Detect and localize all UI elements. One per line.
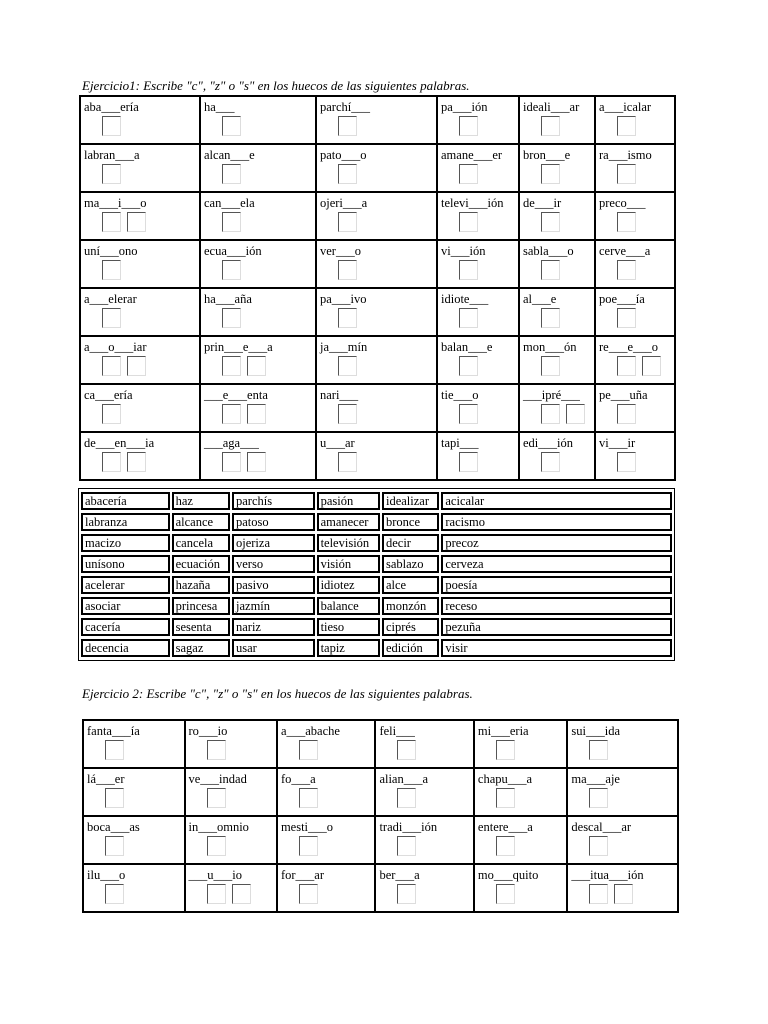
answer-word: cancela xyxy=(172,534,230,552)
word-cell xyxy=(80,336,200,384)
word-cell xyxy=(83,768,185,816)
answer-input-box[interactable] xyxy=(459,404,478,424)
word-cell xyxy=(437,384,519,432)
word-cell xyxy=(519,96,595,144)
word-with-gaps: fo___a xyxy=(280,772,316,786)
answer-input-box[interactable] xyxy=(127,212,146,232)
word-cell xyxy=(316,432,437,480)
word-cell xyxy=(519,288,595,336)
word-cell xyxy=(595,96,675,144)
answer-input-box[interactable] xyxy=(127,452,146,472)
answer-input-box[interactable] xyxy=(496,884,515,904)
word-cell xyxy=(316,240,437,288)
word-with-gaps: a___abache xyxy=(280,724,340,738)
word-cell xyxy=(316,144,437,192)
answer-input-box[interactable] xyxy=(397,884,416,904)
word-with-gaps: de___en___ia xyxy=(84,436,155,450)
answer-input-box[interactable] xyxy=(338,260,357,280)
word-cell xyxy=(80,192,200,240)
answer-input-box[interactable] xyxy=(247,356,266,376)
word-with-gaps: pa___ivo xyxy=(320,292,367,306)
word-with-gaps: ma___i___o xyxy=(84,196,147,210)
word-cell xyxy=(595,240,675,288)
answer-word: asociar xyxy=(81,597,170,615)
answer-input-box[interactable] xyxy=(102,308,121,328)
answer-input-box[interactable] xyxy=(589,740,608,760)
answer-input-box[interactable] xyxy=(222,356,241,376)
answer-input-box[interactable] xyxy=(589,884,608,904)
word-with-gaps: pato___o xyxy=(320,148,367,162)
answer-word: pasivo xyxy=(232,576,315,594)
answer-input-box[interactable] xyxy=(397,836,416,856)
answer-input-box[interactable] xyxy=(617,116,636,136)
word-cell xyxy=(185,864,277,912)
word-cell xyxy=(200,336,316,384)
answer-word: amanecer xyxy=(317,513,380,531)
word-cell xyxy=(519,192,595,240)
word-cell xyxy=(316,384,437,432)
word-cell xyxy=(316,336,437,384)
answer-input-box[interactable] xyxy=(299,884,318,904)
answer-input-box[interactable] xyxy=(338,356,357,376)
word-with-gaps: for___ar xyxy=(280,868,324,882)
word-with-gaps: tapi___ xyxy=(441,436,479,450)
answer-input-box[interactable] xyxy=(232,884,251,904)
word-with-gaps: amane___er xyxy=(441,148,503,162)
word-with-gaps: cerve___a xyxy=(599,244,651,258)
word-cell xyxy=(519,240,595,288)
word-cell xyxy=(277,768,375,816)
answer-word: ciprés xyxy=(382,618,439,636)
word-with-gaps: mon___ón xyxy=(523,340,577,354)
answer-word: decir xyxy=(382,534,439,552)
word-cell xyxy=(375,864,473,912)
word-cell xyxy=(474,768,567,816)
word-with-gaps: ra___ismo xyxy=(599,148,652,162)
word-cell xyxy=(200,192,316,240)
answer-word: visión xyxy=(317,555,380,573)
word-with-gaps: ro___io xyxy=(188,724,228,738)
answer-input-box[interactable] xyxy=(102,452,121,472)
word-with-gaps: bron___e xyxy=(523,148,571,162)
answer-input-box[interactable] xyxy=(102,260,121,280)
answer-word: macizo xyxy=(81,534,170,552)
word-with-gaps: ca___ería xyxy=(84,388,133,402)
answer-word: sagaz xyxy=(172,639,230,657)
answer-row xyxy=(81,597,672,615)
answer-input-box[interactable] xyxy=(102,212,121,232)
answer-input-box[interactable] xyxy=(207,836,226,856)
answer-input-box[interactable] xyxy=(222,308,241,328)
answer-input-box[interactable] xyxy=(102,164,121,184)
word-with-gaps: ___u___io xyxy=(188,868,242,882)
answer-input-box[interactable] xyxy=(459,116,478,136)
answer-word: cerveza xyxy=(441,555,672,573)
word-cell xyxy=(200,288,316,336)
word-cell xyxy=(567,768,678,816)
answer-word: alce xyxy=(382,576,439,594)
word-cell xyxy=(595,432,675,480)
grid-row xyxy=(80,240,675,288)
answer-word: jazmín xyxy=(232,597,315,615)
answer-row xyxy=(81,618,672,636)
word-cell xyxy=(437,96,519,144)
word-cell xyxy=(80,288,200,336)
answer-word: verso xyxy=(232,555,315,573)
word-cell xyxy=(277,720,375,768)
answer-input-box[interactable] xyxy=(207,788,226,808)
word-with-gaps: ___aga___ xyxy=(204,436,259,450)
grid-row xyxy=(80,432,675,480)
word-cell xyxy=(277,864,375,912)
answer-word: alcance xyxy=(172,513,230,531)
word-cell xyxy=(375,816,473,864)
answer-word: haz xyxy=(172,492,230,510)
answer-input-box[interactable] xyxy=(338,212,357,232)
answer-row xyxy=(81,576,672,594)
word-cell xyxy=(474,816,567,864)
word-cell xyxy=(567,720,678,768)
word-with-gaps: feli___ xyxy=(379,724,415,738)
answer-row xyxy=(81,534,672,552)
answer-input-box[interactable] xyxy=(459,308,478,328)
answer-word: edición xyxy=(382,639,439,657)
word-cell xyxy=(437,432,519,480)
word-with-gaps: ilu___o xyxy=(87,868,126,882)
answer-input-box[interactable] xyxy=(397,740,416,760)
answer-input-box[interactable] xyxy=(589,788,608,808)
answer-word: unísono xyxy=(81,555,170,573)
answer-word: cacería xyxy=(81,618,170,636)
answer-word: hazaña xyxy=(172,576,230,594)
answer-input-box[interactable] xyxy=(105,788,124,808)
word-cell xyxy=(200,144,316,192)
word-cell xyxy=(277,816,375,864)
word-cell xyxy=(200,384,316,432)
answer-word: patoso xyxy=(232,513,315,531)
answer-row xyxy=(81,492,672,510)
answer-input-box[interactable] xyxy=(614,884,633,904)
answer-input-box[interactable] xyxy=(102,404,121,424)
answer-input-box[interactable] xyxy=(496,740,515,760)
word-with-gaps: preco___ xyxy=(599,196,646,210)
answer-input-box[interactable] xyxy=(617,164,636,184)
answer-input-box[interactable] xyxy=(102,356,121,376)
answer-input-box[interactable] xyxy=(222,212,241,232)
answer-word: pasión xyxy=(317,492,380,510)
word-cell xyxy=(83,720,185,768)
word-with-gaps: ___ipré___ xyxy=(523,388,580,402)
answer-input-box[interactable] xyxy=(222,452,241,472)
word-with-gaps: pa___ión xyxy=(441,100,488,114)
answer-input-box[interactable] xyxy=(127,356,146,376)
word-with-gaps: vi___ión xyxy=(441,244,486,258)
word-cell xyxy=(80,384,200,432)
answer-input-box[interactable] xyxy=(541,260,560,280)
answer-word: abacería xyxy=(81,492,170,510)
answer-input-box[interactable] xyxy=(222,260,241,280)
word-with-gaps: balan___e xyxy=(441,340,493,354)
grid-row xyxy=(80,96,675,144)
word-cell xyxy=(316,192,437,240)
answer-input-box[interactable] xyxy=(642,356,661,376)
word-cell xyxy=(437,192,519,240)
word-cell xyxy=(375,720,473,768)
answer-input-box[interactable] xyxy=(207,884,226,904)
answer-word: acicalar xyxy=(441,492,672,510)
answer-word: visir xyxy=(441,639,672,657)
answer-input-box[interactable] xyxy=(338,452,357,472)
answer-input-box[interactable] xyxy=(338,404,357,424)
word-with-gaps: ja___mín xyxy=(320,340,368,354)
word-with-gaps: idiote___ xyxy=(441,292,489,306)
answer-input-box[interactable] xyxy=(247,404,266,424)
answer-input-box[interactable] xyxy=(459,356,478,376)
word-with-gaps: ojeri___a xyxy=(320,196,368,210)
word-cell xyxy=(80,240,200,288)
answer-input-box[interactable] xyxy=(222,164,241,184)
answer-input-box[interactable] xyxy=(102,116,121,136)
answer-word: idealizar xyxy=(382,492,439,510)
exercise1-heading: Ejercicio1: Escribe "c", "z" o "s" en los huecos de las siguientes palabras. xyxy=(82,78,470,93)
word-with-gaps: parchí___ xyxy=(320,100,370,114)
word-cell xyxy=(567,864,678,912)
grid-row xyxy=(83,768,678,816)
answer-word: usar xyxy=(232,639,315,657)
answer-input-box[interactable] xyxy=(338,116,357,136)
word-cell xyxy=(595,288,675,336)
answer-word: receso xyxy=(441,597,672,615)
word-with-gaps: ber___a xyxy=(379,868,420,882)
word-cell xyxy=(200,96,316,144)
answer-input-box[interactable] xyxy=(541,356,560,376)
word-cell xyxy=(437,336,519,384)
answer-word: princesa xyxy=(172,597,230,615)
word-cell xyxy=(595,384,675,432)
answer-input-box[interactable] xyxy=(207,740,226,760)
grid-row xyxy=(80,192,675,240)
word-with-gaps: televi___ión xyxy=(441,196,504,210)
answer-word: parchís xyxy=(232,492,315,510)
grid-row xyxy=(83,720,678,768)
word-with-gaps: prin___e___a xyxy=(204,340,273,354)
answer-input-box[interactable] xyxy=(222,116,241,136)
word-cell xyxy=(519,432,595,480)
answer-word: idiotez xyxy=(317,576,380,594)
word-with-gaps: entere___a xyxy=(477,820,533,834)
word-with-gaps: mo___quito xyxy=(477,868,539,882)
exercise2-heading: Ejercicio 2: Escribe "c", "z" o "s" en los huecos de las siguientes palabras. xyxy=(82,686,473,701)
answer-input-box[interactable] xyxy=(541,404,560,424)
answer-input-box[interactable] xyxy=(299,788,318,808)
answer-row xyxy=(81,555,672,573)
exercise2-grid xyxy=(82,719,679,913)
answer-word: ojeriza xyxy=(232,534,315,552)
word-with-gaps: tie___o xyxy=(441,388,479,402)
answer-word: poesía xyxy=(441,576,672,594)
word-cell xyxy=(80,96,200,144)
answer-input-box[interactable] xyxy=(496,788,515,808)
answer-input-box[interactable] xyxy=(541,308,560,328)
answer-word: nariz xyxy=(232,618,315,636)
word-with-gaps: descal___ar xyxy=(571,820,632,834)
answer-input-box[interactable] xyxy=(617,452,636,472)
word-with-gaps: aba___ería xyxy=(84,100,139,114)
grid-row xyxy=(83,816,678,864)
word-cell xyxy=(437,288,519,336)
word-with-gaps: labran___a xyxy=(84,148,140,162)
word-with-gaps: pe___uña xyxy=(599,388,648,402)
answer-input-box[interactable] xyxy=(566,404,585,424)
word-cell xyxy=(437,144,519,192)
word-with-gaps: a___o___iar xyxy=(84,340,147,354)
word-cell xyxy=(595,192,675,240)
word-cell xyxy=(595,144,675,192)
word-cell xyxy=(80,432,200,480)
answer-input-box[interactable] xyxy=(338,164,357,184)
word-with-gaps: mesti___o xyxy=(280,820,334,834)
answer-input-box[interactable] xyxy=(541,452,560,472)
answer-input-box[interactable] xyxy=(617,404,636,424)
word-cell xyxy=(185,768,277,816)
word-with-gaps: alcan___e xyxy=(204,148,255,162)
word-cell xyxy=(474,864,567,912)
word-with-gaps: ve___indad xyxy=(188,772,247,786)
word-with-gaps: ma___aje xyxy=(571,772,620,786)
word-with-gaps: fanta___ía xyxy=(87,724,140,738)
answer-input-box[interactable] xyxy=(589,836,608,856)
answer-input-box[interactable] xyxy=(541,116,560,136)
word-with-gaps: ha___ xyxy=(204,100,235,114)
word-cell xyxy=(83,864,185,912)
grid-row xyxy=(80,384,675,432)
word-with-gaps: chapu___a xyxy=(477,772,533,786)
answer-input-box[interactable] xyxy=(105,884,124,904)
word-cell xyxy=(519,336,595,384)
answer-word: labranza xyxy=(81,513,170,531)
answer-input-box[interactable] xyxy=(397,788,416,808)
answer-input-box[interactable] xyxy=(299,836,318,856)
exercise1-grid xyxy=(79,95,676,481)
word-with-gaps: nari___ xyxy=(320,388,359,402)
word-cell xyxy=(567,816,678,864)
word-cell xyxy=(200,240,316,288)
word-cell xyxy=(83,816,185,864)
answer-word: tapiz xyxy=(317,639,380,657)
exercise1-answer-key xyxy=(78,488,675,661)
word-with-gaps: al___e xyxy=(523,292,557,306)
word-with-gaps: ha___aña xyxy=(204,292,252,306)
word-with-gaps: de___ir xyxy=(523,196,562,210)
answer-input-box[interactable] xyxy=(459,452,478,472)
word-with-gaps: alian___a xyxy=(379,772,429,786)
word-with-gaps: ___itua___ión xyxy=(571,868,644,882)
word-cell xyxy=(316,96,437,144)
word-with-gaps: u___ar xyxy=(320,436,355,450)
answer-word: sablazo xyxy=(382,555,439,573)
word-cell xyxy=(185,720,277,768)
answer-word: decencia xyxy=(81,639,170,657)
answer-word: racismo xyxy=(441,513,672,531)
answer-input-box[interactable] xyxy=(459,164,478,184)
grid-row xyxy=(80,336,675,384)
word-cell xyxy=(519,144,595,192)
word-cell xyxy=(474,720,567,768)
answer-input-box[interactable] xyxy=(222,404,241,424)
word-cell xyxy=(595,336,675,384)
word-cell xyxy=(80,144,200,192)
answer-row xyxy=(81,639,672,657)
word-cell xyxy=(316,288,437,336)
answer-input-box[interactable] xyxy=(459,260,478,280)
word-with-gaps: boca___as xyxy=(87,820,140,834)
word-cell xyxy=(519,384,595,432)
grid-row xyxy=(83,864,678,912)
word-cell xyxy=(200,432,316,480)
answer-word: tieso xyxy=(317,618,380,636)
word-with-gaps: in___omnio xyxy=(188,820,249,834)
answer-input-box[interactable] xyxy=(105,836,124,856)
word-with-gaps: mi___eria xyxy=(477,724,529,738)
answer-input-box[interactable] xyxy=(338,308,357,328)
answer-word: bronce xyxy=(382,513,439,531)
word-with-gaps: uní___ono xyxy=(84,244,138,258)
answer-input-box[interactable] xyxy=(496,836,515,856)
grid-row xyxy=(80,288,675,336)
word-with-gaps: re___e___o xyxy=(599,340,659,354)
answer-word: ecuación xyxy=(172,555,230,573)
grid-row xyxy=(80,144,675,192)
answer-word: pezuña xyxy=(441,618,672,636)
word-with-gaps: ecua___ión xyxy=(204,244,262,258)
answer-row xyxy=(81,513,672,531)
answer-input-box[interactable] xyxy=(541,212,560,232)
word-cell xyxy=(375,768,473,816)
word-with-gaps: lá___er xyxy=(87,772,125,786)
word-with-gaps: vi___ir xyxy=(599,436,636,450)
answer-word: sesenta xyxy=(172,618,230,636)
answer-word: televisión xyxy=(317,534,380,552)
word-with-gaps: a___icalar xyxy=(599,100,652,114)
answer-input-box[interactable] xyxy=(617,212,636,232)
answer-input-box[interactable] xyxy=(541,164,560,184)
word-cell xyxy=(185,816,277,864)
answer-input-box[interactable] xyxy=(617,308,636,328)
word-with-gaps: a___elerar xyxy=(84,292,137,306)
answer-input-box[interactable] xyxy=(105,740,124,760)
word-with-gaps: sui___ida xyxy=(571,724,620,738)
answer-word: balance xyxy=(317,597,380,615)
answer-input-box[interactable] xyxy=(617,356,636,376)
answer-input-box[interactable] xyxy=(299,740,318,760)
word-with-gaps: edi___ión xyxy=(523,436,573,450)
word-with-gaps: ver___o xyxy=(320,244,361,258)
word-with-gaps: poe___ía xyxy=(599,292,645,306)
word-with-gaps: ___e___enta xyxy=(204,388,268,402)
word-with-gaps: sabla___o xyxy=(523,244,574,258)
word-with-gaps: can___ela xyxy=(204,196,255,210)
answer-input-box[interactable] xyxy=(617,260,636,280)
word-cell xyxy=(437,240,519,288)
answer-word: acelerar xyxy=(81,576,170,594)
answer-input-box[interactable] xyxy=(247,452,266,472)
word-with-gaps: ideali___ar xyxy=(523,100,580,114)
answer-word: precoz xyxy=(441,534,672,552)
word-with-gaps: tradi___ión xyxy=(379,820,438,834)
answer-word: monzón xyxy=(382,597,439,615)
answer-input-box[interactable] xyxy=(459,212,478,232)
